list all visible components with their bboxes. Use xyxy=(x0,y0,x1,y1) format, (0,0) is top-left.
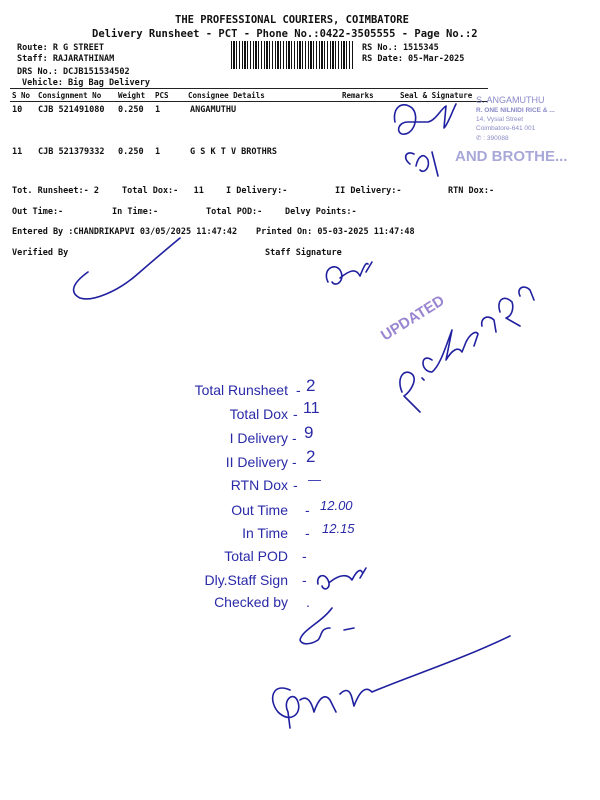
in-time: In Time:- xyxy=(112,207,159,217)
consignee-signature-2 xyxy=(406,152,438,176)
summary-dash: - xyxy=(293,477,298,493)
summary-label: I Delivery xyxy=(229,430,288,446)
summary-dash: - xyxy=(302,548,307,564)
summary-dash: . xyxy=(306,594,310,610)
row-sno: 11 xyxy=(12,147,23,157)
summary-label: Total POD xyxy=(224,548,288,564)
summary-label: RTN Dox xyxy=(230,477,288,493)
verified-by-check xyxy=(74,238,180,299)
summary-value: 9 xyxy=(304,423,314,442)
col-pcs: PCS xyxy=(155,91,169,100)
col-weight: Weight xyxy=(118,91,146,100)
total-dox: Total Dox:- 11 xyxy=(122,186,204,196)
delivery-points: Delvy Points:- xyxy=(285,207,357,217)
stamp-line: Coimbatore-641 001 xyxy=(476,125,536,132)
row-pcs: 1 xyxy=(155,105,161,115)
summary-label: In Time xyxy=(242,525,288,541)
stamp-line: R. ONE NILNIDI RICE & ... xyxy=(476,107,555,114)
stamp-line: ✆ : 390088 xyxy=(476,135,509,142)
row-consignee: ANGAMUTHU xyxy=(190,105,237,115)
summary-dash: - xyxy=(305,502,310,518)
company-title: THE PROFESSIONAL COURIERS, COIMBATORE xyxy=(175,14,409,26)
consignee-signature-1 xyxy=(394,104,456,134)
route-label: Route: R G STREET xyxy=(17,43,104,53)
summary-dash: - xyxy=(292,430,297,446)
summary-value: 2 xyxy=(306,447,316,466)
col-sno: S No xyxy=(12,91,31,100)
verified-by-label: Verified By xyxy=(12,248,69,258)
col-seal: Seal & Signature xyxy=(400,91,473,100)
total-pod: Total POD:- xyxy=(206,207,263,217)
staff-signature xyxy=(326,262,372,284)
row-pcs: 1 xyxy=(155,147,161,157)
drs-label: DRS No.: DCJB151534502 xyxy=(17,67,130,77)
row-consignment: CJB 521491080 xyxy=(38,105,105,115)
summary-dash: - xyxy=(293,406,298,422)
rtn-dox: RTN Dox:- xyxy=(448,186,495,196)
entered-by: Entered By :CHANDRIKAPVI 03/05/2025 11:47:42 xyxy=(12,227,238,237)
summary-dash: - xyxy=(305,525,310,541)
runsheet-subtitle: Delivery Runsheet - PCT - Phone No.:0422-3505555 - Page No.:2 xyxy=(92,28,478,40)
row-consignee: G S K T V BROTHRS xyxy=(190,147,277,157)
rs-date: RS Date: 05-Mar-2025 xyxy=(362,54,465,64)
summary-label: Checked by xyxy=(214,594,288,610)
summary-dash: - xyxy=(292,454,297,470)
checked-by-tick xyxy=(300,608,332,644)
summary-value: 12.00 xyxy=(320,498,353,513)
printed-on: Printed On: 05-03-2025 11:47:48 xyxy=(256,227,415,237)
summary-label: Total Dox xyxy=(229,406,288,422)
row-sno: 10 xyxy=(12,105,23,115)
staff-label: Staff: RAJARATHINAM xyxy=(17,54,115,64)
dly-staff-sign xyxy=(318,568,366,589)
col-consignee: Consignee Details xyxy=(188,91,265,100)
row-consignment: CJB 521379332 xyxy=(38,147,105,157)
summary-value: 2 xyxy=(306,376,316,395)
out-time: Out Time:- xyxy=(12,207,64,217)
updated-stamp: UPDATED xyxy=(378,292,448,345)
summary-label: II Delivery xyxy=(225,454,288,470)
summary-dash: - xyxy=(302,572,307,588)
summary-label: Out Time xyxy=(231,502,288,518)
summary-value: 11 xyxy=(303,400,320,417)
updated-signature xyxy=(400,287,534,412)
stamp-line: S. ANGAMUTHU xyxy=(476,95,545,105)
row-weight: 0.250 xyxy=(118,105,144,115)
rs-no: RS No.: 1515345 xyxy=(362,43,439,53)
staff-signature-label: Staff Signature xyxy=(265,248,342,258)
stamp-line: 14, Vysial Street xyxy=(476,116,524,123)
i-delivery: I Delivery:- xyxy=(226,186,288,196)
summary-value: — xyxy=(308,472,321,487)
summary-dash: - xyxy=(296,382,301,398)
col-consignment: Consignment No xyxy=(38,91,102,100)
bottom-signature xyxy=(273,636,510,728)
summary-label: Dly.Staff Sign xyxy=(204,572,288,588)
ii-delivery: II Delivery:- xyxy=(335,186,402,196)
summary-label: Total Runsheet xyxy=(194,382,288,398)
row-weight: 0.250 xyxy=(118,147,144,157)
col-remarks: Remarks xyxy=(342,91,374,100)
stamp-line: AND BROTHE... xyxy=(455,148,568,165)
vehicle-label: Vehicle: Big Bag Delivery xyxy=(22,78,150,88)
summary-value: 12.15 xyxy=(322,521,355,536)
total-runsheet: Tot. Runsheet:- 2 xyxy=(12,186,99,196)
